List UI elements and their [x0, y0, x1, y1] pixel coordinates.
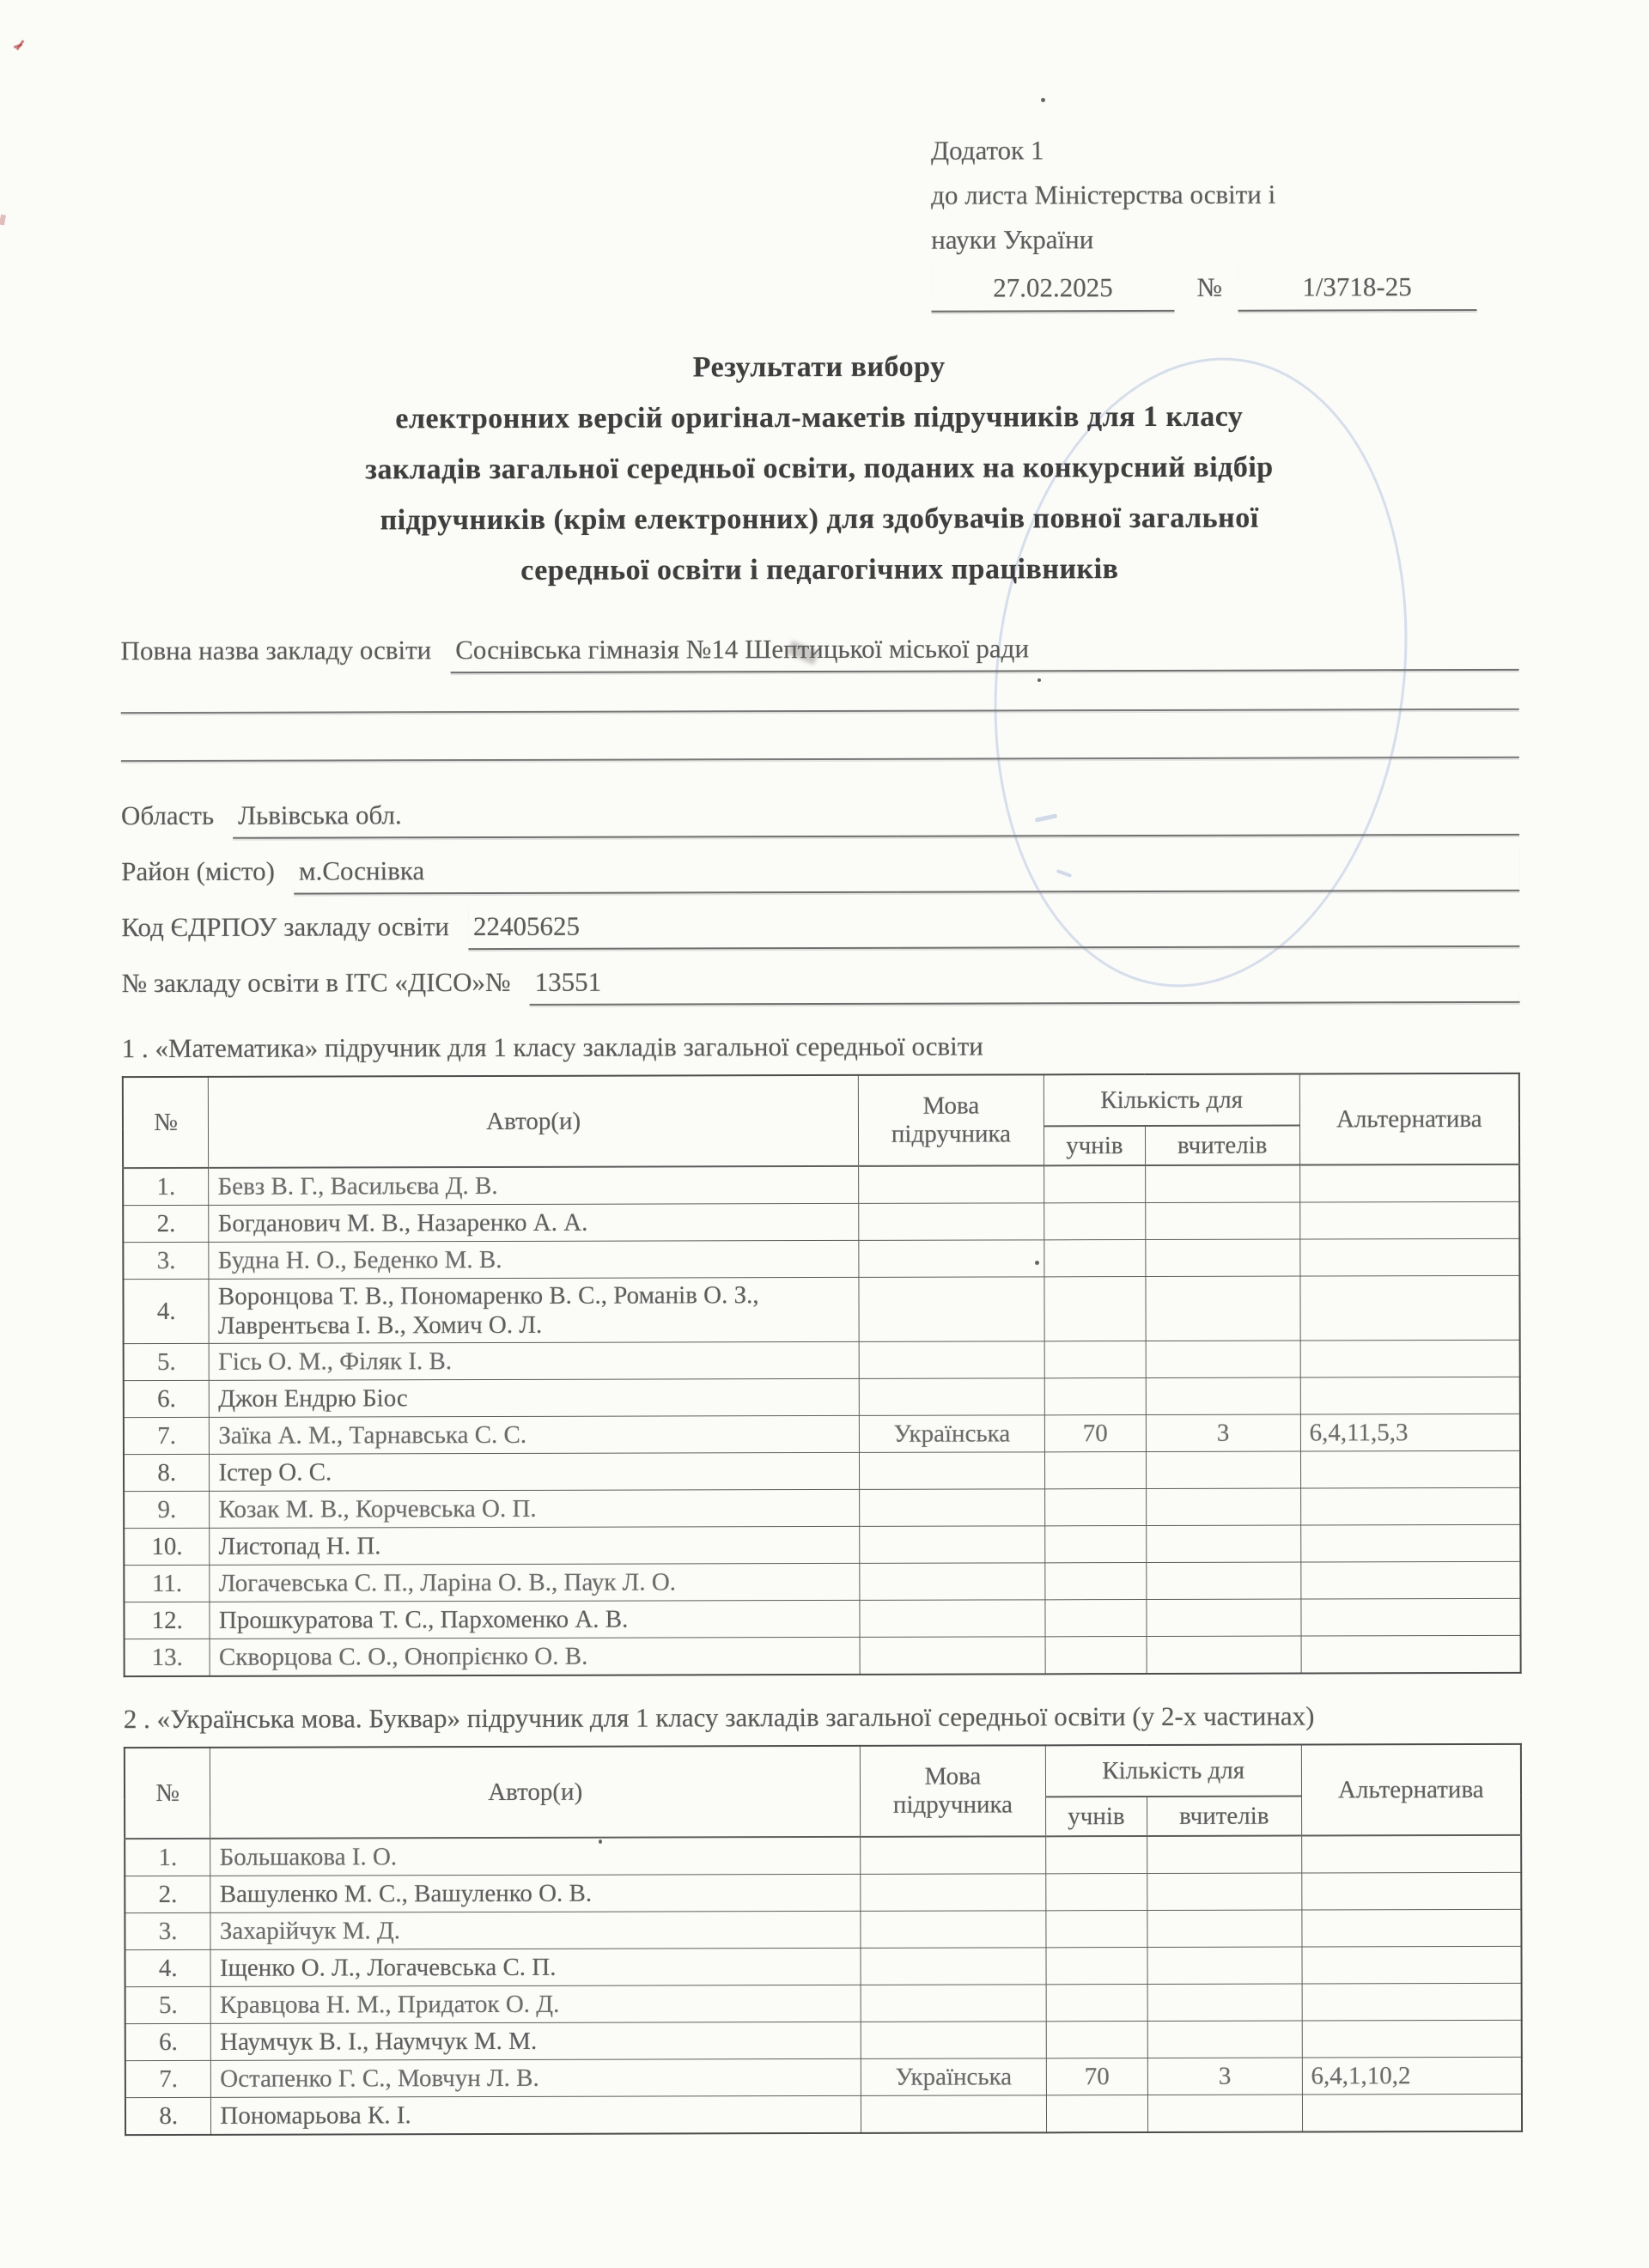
cell-authors: Логачевська С. П., Ларіна О. В., Паук Л. О.	[210, 1563, 860, 1602]
field-diso-value: 13551	[529, 960, 1519, 1006]
cell-students	[1045, 1526, 1147, 1563]
table-row	[125, 1635, 1521, 1676]
cell-teachers: 3	[1147, 2058, 1302, 2095]
header-teachers: вчителів	[1145, 1126, 1299, 1165]
cell-num: 1.	[125, 1839, 210, 1876]
cell-authors: Богданович М. В., Назаренко А. А.	[209, 1203, 859, 1242]
cell-language	[859, 1240, 1044, 1278]
scan-speck	[1041, 98, 1045, 102]
cell-num: 6.	[125, 2023, 211, 2060]
cell-num: 4.	[125, 1949, 210, 1986]
field-district-value: м.Соснівка	[294, 848, 1519, 895]
header-students: учнів	[1045, 1797, 1147, 1836]
cell-alternative	[1301, 1598, 1521, 1636]
cell-alternative	[1301, 1635, 1521, 1673]
field-region-value: Львівська обл.	[233, 793, 1519, 839]
cell-students	[1046, 1985, 1147, 2022]
cell-alternative	[1299, 1201, 1519, 1239]
table-row	[124, 1450, 1520, 1491]
cell-language	[861, 1985, 1046, 2022]
cell-students	[1046, 1911, 1147, 1948]
table-mathematics	[122, 1073, 1522, 1677]
field-diso-label: № закладу освіти в ІТС «ДІСО»№	[121, 966, 511, 999]
cell-authors: Заїка А. М., Тарнавська С. С.	[210, 1415, 860, 1454]
cell-num: 8.	[124, 1454, 210, 1491]
document-title	[120, 340, 1519, 597]
cell-teachers	[1146, 1525, 1300, 1562]
cell-teachers	[1146, 1488, 1300, 1525]
table-row	[124, 1561, 1520, 1602]
cell-num: 2.	[125, 1876, 210, 1912]
cell-language	[861, 2095, 1046, 2133]
cell-language	[861, 1836, 1046, 1874]
cell-students	[1046, 1874, 1147, 1911]
cell-num: 7.	[125, 2060, 211, 2097]
header-num: №	[123, 1077, 209, 1168]
cell-authors: Скворцова С. О., Онопрієнко О. В.	[210, 1637, 860, 1675]
cell-students	[1045, 1600, 1147, 1637]
document-content	[119, 127, 1523, 2136]
cell-authors: Іщенко О. Л., Логачевська С. П.	[210, 1948, 861, 1986]
cell-authors: Захарійчук М. Д.	[210, 1911, 861, 1949]
table-row	[125, 1872, 1521, 1912]
cell-num: 13.	[125, 1639, 210, 1676]
cell-alternative	[1302, 2094, 1522, 2131]
table-row	[123, 1275, 1519, 1343]
cell-students	[1044, 1277, 1146, 1341]
table-row	[124, 1377, 1520, 1417]
cell-num: 2.	[123, 1205, 209, 1242]
table-row	[124, 1340, 1520, 1380]
cell-language	[860, 1489, 1045, 1527]
cell-teachers	[1146, 1276, 1300, 1341]
cell-num: 8.	[125, 2097, 211, 2135]
cell-alternative	[1302, 2020, 1522, 2058]
cell-alternative	[1299, 1164, 1519, 1202]
cell-num: 6.	[124, 1380, 210, 1417]
table-row	[125, 1835, 1521, 1876]
field-edrpou	[121, 904, 1519, 951]
to-letter-line1: до листа Міністерства освіти і	[931, 179, 1276, 210]
cell-students	[1044, 1452, 1146, 1489]
table-row	[123, 1238, 1519, 1279]
blank-fill-line	[121, 757, 1519, 762]
cell-students	[1044, 1203, 1146, 1240]
cell-alternative	[1302, 1909, 1522, 1947]
table-row	[125, 1983, 1522, 2023]
cell-num: 7.	[124, 1417, 210, 1454]
cell-students	[1044, 1378, 1146, 1415]
cell-students	[1045, 1637, 1147, 1675]
cell-language	[859, 1203, 1044, 1241]
cell-language: Українська	[861, 2058, 1046, 2096]
header-authors: Автор(и)	[210, 1746, 861, 1839]
cell-num: 5.	[125, 1986, 211, 2023]
cell-students	[1046, 2095, 1147, 2133]
field-school-value: Соснівська гімназія №14 Шептицької міської ради	[450, 628, 1518, 673]
letter-number: 1/3718-25	[1238, 264, 1476, 312]
cell-authors: Істер О. С.	[210, 1452, 860, 1491]
cell-authors: Пономарьова К. І.	[211, 2095, 861, 2134]
cell-alternative	[1300, 1524, 1520, 1562]
cell-language	[861, 2022, 1046, 2059]
cell-teachers	[1147, 2095, 1302, 2132]
cell-teachers	[1147, 1947, 1302, 1984]
cell-alternative: 6,4,11,5,3	[1300, 1414, 1520, 1451]
cell-authors: Козак М. В., Корчевська О. П.	[210, 1489, 860, 1528]
table-row	[123, 1201, 1519, 1242]
cell-teachers	[1147, 1636, 1301, 1674]
table-row	[123, 1164, 1519, 1206]
cell-num: 1.	[123, 1168, 209, 1206]
cell-num: 12.	[124, 1602, 210, 1639]
cell-language	[861, 1874, 1046, 1912]
cell-teachers	[1146, 1239, 1300, 1276]
field-edrpou-label: Код ЄДРПОУ закладу освіти	[121, 911, 450, 943]
cell-authors: Вашуленко М. С., Вашуленко О. В.	[210, 1874, 861, 1912]
cell-language	[861, 1948, 1046, 1985]
header-language: Мова підручника	[860, 1745, 1045, 1837]
cell-authors: Бевз В. Г., Васильєва Д. В.	[209, 1166, 859, 1205]
cell-students	[1045, 1563, 1147, 1600]
cell-num: 10.	[124, 1528, 210, 1565]
cell-authors: Прошкуратова Т. С., Пархоменко А. В.	[210, 1600, 860, 1639]
cell-teachers	[1147, 1836, 1301, 1874]
letter-date: 27.02.2025	[931, 265, 1174, 313]
cell-num: 9.	[124, 1491, 210, 1528]
field-region	[121, 793, 1519, 839]
table-row	[124, 1487, 1520, 1528]
cell-language	[859, 1165, 1044, 1203]
title-line-2: електронних версій оригінал-макетів підручників для 1 класу	[395, 400, 1244, 435]
cell-language: Українська	[859, 1415, 1044, 1453]
cell-language	[860, 1563, 1045, 1601]
field-district-label: Район (місто)	[121, 855, 275, 887]
cell-teachers	[1145, 1165, 1299, 1203]
table-row	[125, 2020, 1522, 2060]
cell-num: 3.	[125, 1912, 210, 1949]
cell-language	[860, 1526, 1045, 1564]
cell-language	[861, 1911, 1046, 1949]
header-students: учнів	[1044, 1126, 1145, 1165]
table-mathematics-header	[123, 1073, 1519, 1168]
cell-authors: Джон Ендрю Біос	[210, 1378, 860, 1417]
title-line-4: підручників (крім електронних) для здобувачів повної загальної	[380, 502, 1259, 537]
cell-authors: Остапенко Г. С., Мовчун Л. В.	[211, 2058, 861, 2097]
cell-language	[860, 1600, 1045, 1638]
header-quantity: Кількість для	[1045, 1745, 1301, 1797]
cell-students: 70	[1046, 2058, 1147, 2095]
cell-alternative	[1300, 1450, 1520, 1488]
table-row	[124, 1524, 1520, 1565]
cell-alternative	[1300, 1275, 1520, 1341]
section-1-title: 1 . «Математика» підручник для 1 класу закладів загальної середньої освіти	[121, 1031, 983, 1064]
title-line-5: середньої освіти і педагогічних працівників	[520, 553, 1119, 587]
table-row	[125, 2094, 1522, 2135]
field-region-label: Область	[120, 800, 215, 831]
cell-alternative	[1301, 1835, 1521, 1873]
header-alternative: Альтернатива	[1299, 1073, 1519, 1165]
header-alternative: Альтернатива	[1301, 1744, 1521, 1836]
cell-language	[859, 1341, 1044, 1379]
field-school-label: Повна назва закладу освіти	[120, 635, 432, 666]
header-num: №	[125, 1748, 210, 1839]
cell-teachers	[1147, 2021, 1302, 2058]
cell-students	[1045, 1836, 1147, 1874]
table-row	[125, 1909, 1521, 1949]
cell-authors: Наумчук В. І., Наумчук М. М.	[211, 2022, 861, 2060]
cell-authors: Большакова І. О.	[210, 1837, 861, 1876]
header-quantity: Кількість для	[1044, 1074, 1299, 1127]
cell-students	[1046, 1948, 1147, 1985]
table-bukvar-header	[125, 1744, 1521, 1839]
table-row	[124, 1598, 1520, 1639]
red-pen-artifact	[0, 215, 6, 226]
cell-teachers	[1146, 1377, 1300, 1414]
cell-num: 4.	[123, 1279, 209, 1343]
header-teachers: вчителів	[1147, 1797, 1301, 1836]
table-row	[124, 1414, 1520, 1454]
cell-students	[1046, 2022, 1147, 2058]
appendix-title: Додаток 1	[930, 135, 1044, 166]
field-school-name	[120, 628, 1518, 674]
cell-authors: Гісь О. М., Філяк І. В.	[210, 1341, 860, 1380]
table-bukvar-body	[125, 1835, 1522, 2135]
cell-teachers	[1146, 1451, 1300, 1488]
field-edrpou-value: 22405625	[468, 904, 1520, 950]
title-line-1: Результати вибору	[692, 350, 946, 384]
cell-authors: Будна Н. О., Беденко М. В.	[209, 1240, 859, 1279]
cell-alternative	[1301, 1872, 1521, 1910]
cell-teachers	[1146, 1341, 1300, 1377]
field-diso	[121, 960, 1519, 1006]
cell-students	[1044, 1165, 1145, 1203]
cell-num: 5.	[124, 1343, 210, 1380]
cell-alternative	[1300, 1487, 1520, 1525]
cell-alternative	[1300, 1561, 1520, 1599]
cell-students	[1044, 1489, 1146, 1526]
header-language: Мова підручника	[858, 1074, 1044, 1166]
cell-teachers: 3	[1146, 1414, 1300, 1451]
letter-date-row	[931, 264, 1518, 313]
title-line-3: закладів загальної середньої освіти, поданих на конкурсний відбір	[365, 451, 1274, 486]
cell-language	[859, 1277, 1044, 1342]
number-sign: №	[1196, 271, 1223, 302]
cell-teachers	[1147, 1910, 1302, 1947]
header-authors: Автор(и)	[209, 1075, 859, 1168]
cell-teachers	[1147, 1599, 1301, 1636]
cell-alternative	[1300, 1377, 1520, 1414]
to-letter-line2: науки України	[931, 224, 1094, 255]
cell-alternative	[1302, 1946, 1522, 1984]
cell-alternative	[1300, 1340, 1520, 1377]
cell-authors: Кравцова Н. М., Придаток О. Д.	[210, 1985, 861, 2023]
cell-students	[1044, 1341, 1146, 1378]
cell-students: 70	[1044, 1415, 1146, 1452]
cell-teachers	[1145, 1202, 1299, 1239]
cell-teachers	[1147, 1562, 1301, 1599]
table-mathematics-body	[123, 1164, 1521, 1676]
cell-num: 3.	[123, 1242, 209, 1279]
cell-alternative	[1299, 1238, 1519, 1276]
cell-teachers	[1147, 1873, 1302, 1910]
cell-language	[859, 1378, 1044, 1416]
cell-students	[1044, 1240, 1146, 1277]
cell-num: 11.	[124, 1565, 210, 1602]
cell-alternative	[1302, 1983, 1522, 2021]
cell-alternative: 6,4,1,10,2	[1302, 2057, 1522, 2095]
table-row	[125, 1946, 1521, 1986]
cell-language	[860, 1637, 1045, 1675]
appendix-block	[931, 127, 1518, 313]
table-bukvar	[124, 1743, 1523, 2136]
cell-teachers	[1147, 1984, 1302, 2021]
field-district	[121, 848, 1519, 895]
cell-language	[859, 1452, 1044, 1490]
cell-authors: Листопад Н. П.	[210, 1526, 860, 1565]
table-row	[125, 2057, 1522, 2097]
cell-authors: Воронцова Т. В., Пономаренко В. С., Романів О. З., Лаврентьєва І. В., Хомич О. Л.	[209, 1277, 859, 1343]
blank-fill-line	[121, 708, 1519, 714]
section-2-title: 2 . «Українська мова. Буквар» підручник для 1 класу закладів загальної середньої освіти (у 2-х частинах)	[123, 1700, 1315, 1735]
